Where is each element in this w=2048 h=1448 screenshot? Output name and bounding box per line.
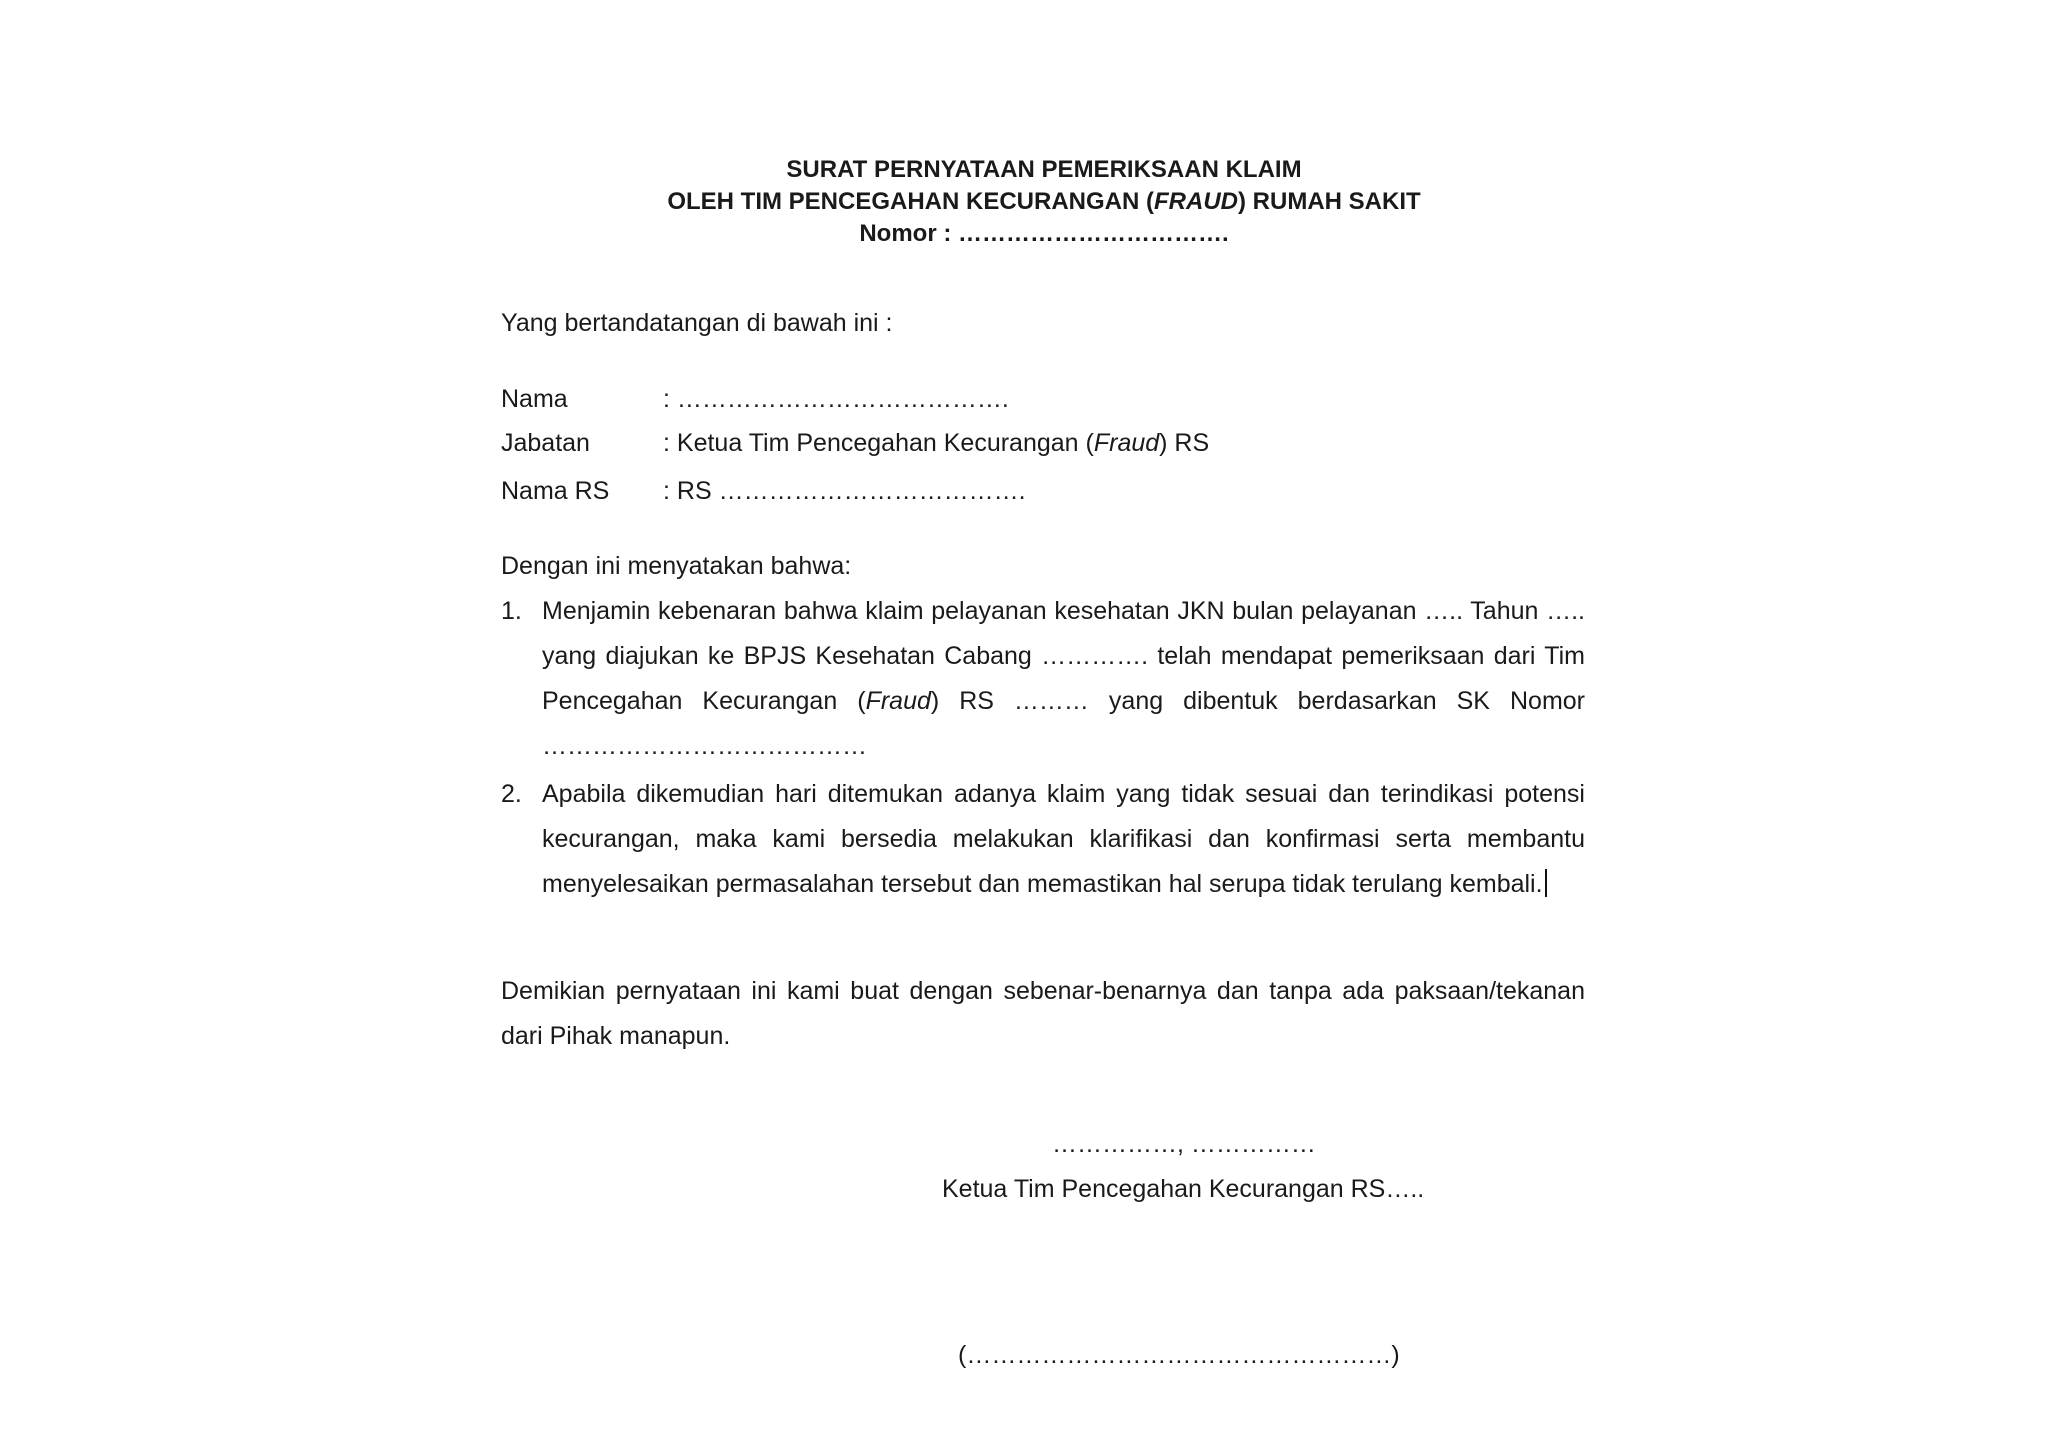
signature-name-placeholder: (……………………………………………) [958, 1341, 1400, 1369]
field-value-nama: : …………………………………. [663, 385, 1009, 413]
intro-text: Yang bertandatangan di bawah ini : [501, 309, 893, 337]
field-value-jabatan [663, 427, 1209, 459]
title-line2-fraud: FRAUD [1154, 188, 1238, 215]
item1-part2: ) RS ……… yang dibentuk berdasarkan SK Nomor ………………………………… [542, 687, 1585, 760]
item1-part1: Menjamin kebenaran bahwa klaim pelayanan kesehatan JKN bulan pelayanan ….. Tahun ….. yang diajukan ke BPJS Kesehatan Cabang …………. telah mendapat pemeriksaan dari Tim Pencegahan Kecurangan ( [542, 597, 1585, 715]
field-label-nama: Nama [501, 385, 568, 413]
signature-place-date: ……………, …………… [1052, 1130, 1316, 1158]
document-title-line1: SURAT PERNYATAAN PEMERIKSAAN KLAIM [786, 156, 1302, 183]
field-label-nama-rs: Nama RS [501, 477, 610, 505]
item-number-1: 1. [501, 597, 522, 625]
document-title-line2 [0, 186, 2048, 218]
jabatan-fraud: Fraud [1093, 429, 1160, 457]
jabatan-part1: : Ketua Tim Pencegahan Kecurangan ( [663, 429, 1094, 457]
field-label-jabatan: Jabatan [501, 429, 590, 457]
jabatan-part2: ) RS [1159, 429, 1210, 457]
title-line2-part1: OLEH TIM PENCEGAHAN KECURANGAN ( [667, 188, 1154, 215]
statement-item-1 [542, 589, 1585, 769]
item1-fraud: Fraud [865, 687, 931, 715]
signature-role: Ketua Tim Pencegahan Kecurangan RS….. [942, 1175, 1425, 1203]
document-number: Nomor : ……………………………. [859, 220, 1229, 247]
item2-text: Apabila dikemudian hari ditemukan adanya klaim yang tidak sesuai dan terindikasi potensi kecurangan, maka kami bersedia melakukan klarifikasi dan konfirmasi serta membantu menyelesaikan permasalahan tersebut dan memastikan hal serupa tidak terulang kembali. [542, 780, 1585, 898]
statement-item-2 [542, 772, 1585, 907]
field-value-nama-rs: : RS ………………………………. [663, 477, 1026, 505]
statement-intro: Dengan ini menyatakan bahwa: [501, 552, 852, 580]
text-cursor [1545, 869, 1547, 897]
title-line2-part2: ) RUMAH SAKIT [1238, 188, 1421, 215]
closing-paragraph: Demikian pernyataan ini kami buat dengan sebenar-benarnya dan tanpa ada paksaan/tekanan dari Pihak manapun. [501, 977, 1585, 1050]
item-number-2: 2. [501, 780, 522, 808]
